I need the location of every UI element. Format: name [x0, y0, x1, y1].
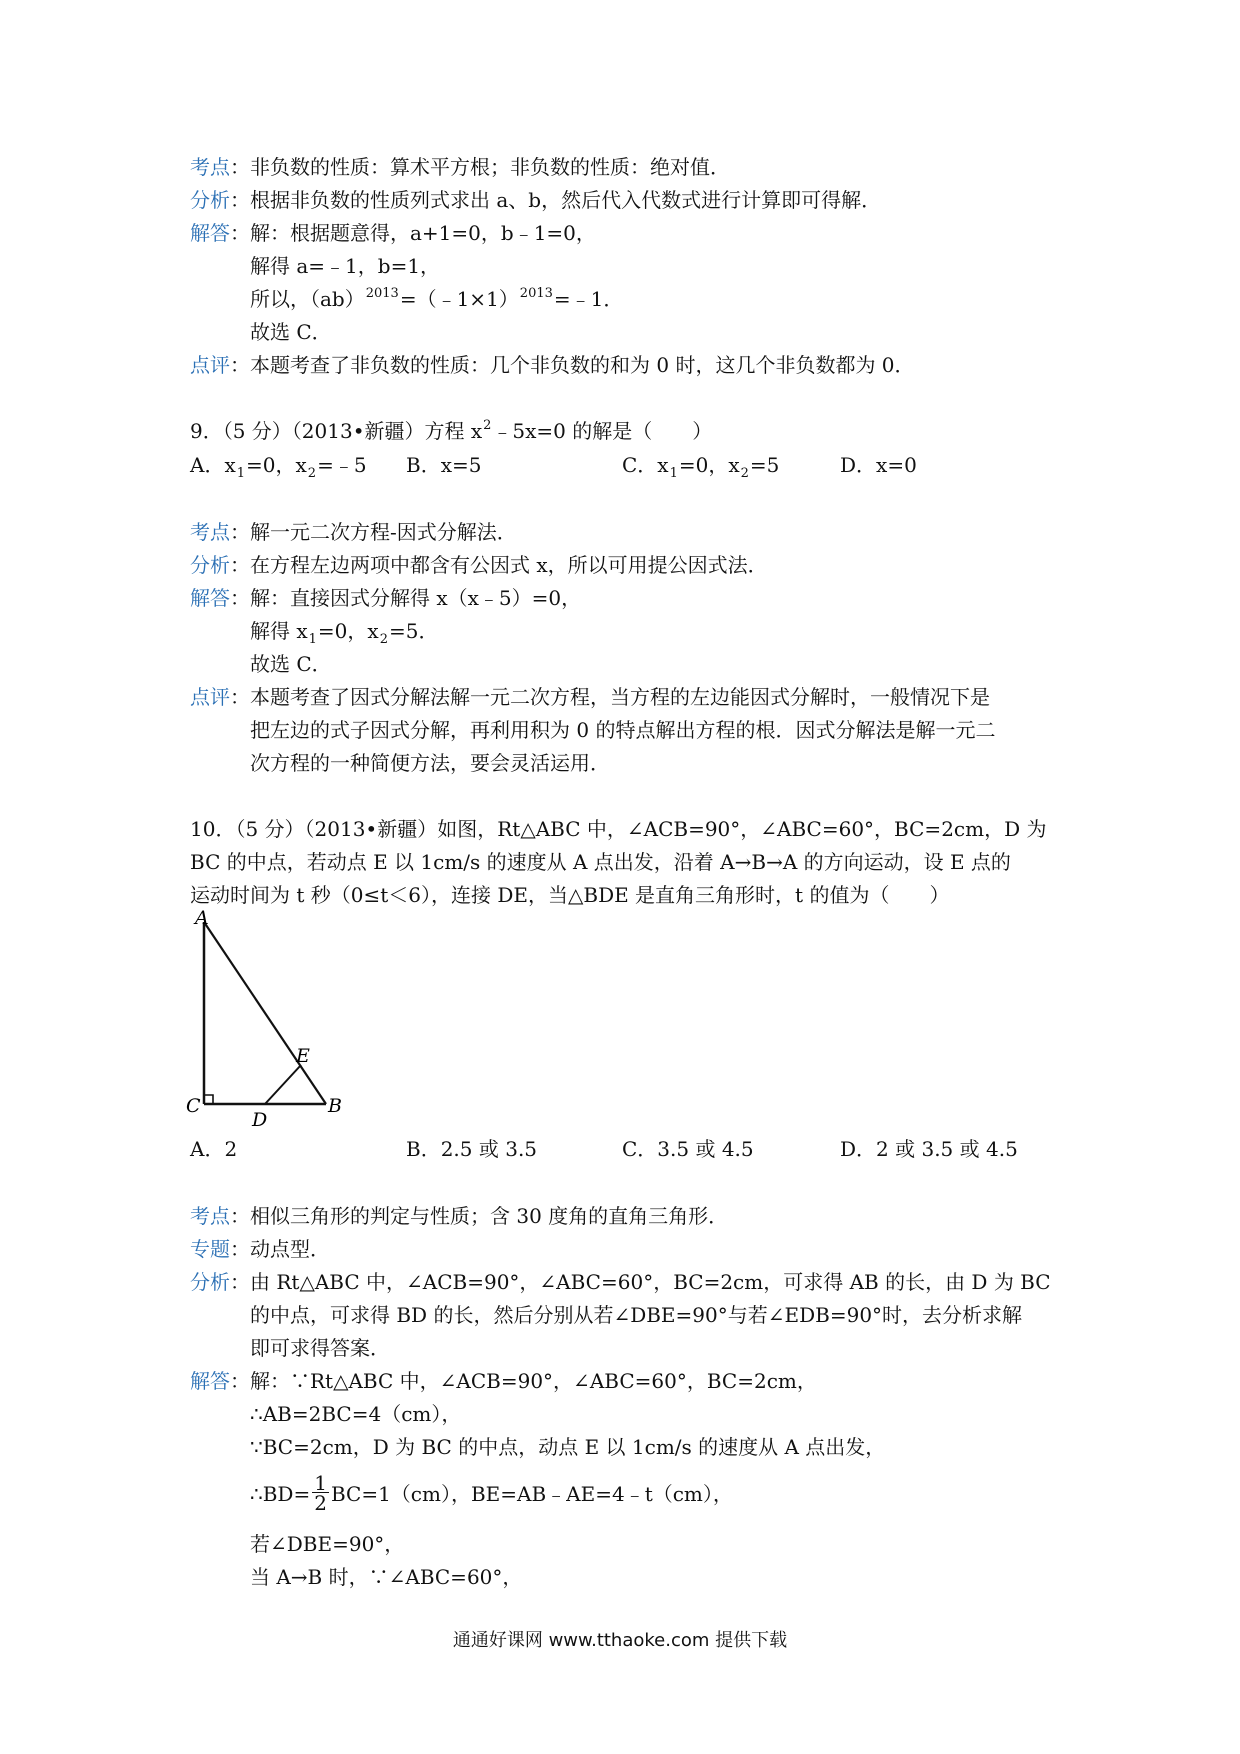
sec8-jieda-line2: 解得 a=﹣1，b=1，: [250, 254, 441, 278]
sec8-fenxi: 分析：根据非负数的性质列式求出 a、b，然后代入代数式进行计算即可得解．: [190, 188, 882, 212]
q9-option-b: B．x=5: [406, 453, 482, 477]
q10-jieda: 解答：解：∵Rt△ABC 中，∠ACB=90°，∠ABC=60°，BC=2cm，: [190, 1369, 817, 1393]
q10-option-a: A．2: [190, 1137, 238, 1161]
q10-jieda-line5: 若∠DBE=90°，: [250, 1532, 405, 1556]
label-a: A: [195, 907, 209, 929]
q10-fenxi-line3: 即可求得答案．: [250, 1336, 390, 1360]
triangle-figure: [184, 906, 354, 1126]
sec8-jieda-line4: 故选 C．: [250, 320, 332, 344]
q10-zhuanti: 专题：动点型．: [190, 1237, 330, 1261]
q9-jieda: 解答：解：直接因式分解得 x（x﹣5）=0，: [190, 586, 582, 610]
label-c: C: [186, 1095, 201, 1117]
label-d: D: [252, 1109, 268, 1126]
q10-jieda-line3: ∵BC=2cm，D 为 BC 的中点，动点 E 以 1cm/s 的速度从 A 点出发，: [250, 1435, 886, 1459]
q9-option-a: A．$x_1=0$，$x_2=﹣5$: [190, 453, 367, 481]
sec8-dianping: 点评：本题考查了非负数的性质：几个非负数的和为 0 时，这几个非负数都为 0．: [190, 353, 915, 377]
q10-option-c: C．3.5 或 4.5: [622, 1137, 754, 1161]
q9-fenxi: 分析：在方程左边两项中都含有公因式 x，所以可用提公因式法．: [190, 553, 768, 577]
q9-dianping-line3: 次方程的一种简便方法，要会灵活运用．: [250, 751, 610, 775]
q10-option-b: B．2.5 或 3.5: [406, 1137, 538, 1161]
q9-jieda-line3: 故选 C．: [250, 652, 332, 676]
q9-dianping: 点评：本题考查了因式分解法解一元二次方程，当方程的左边能因式分解时，一般情况下是: [190, 685, 990, 709]
label-b: B: [328, 1095, 342, 1117]
q10-kaodian: 考点：相似三角形的判定与性质；含 30 度角的直角三角形．: [190, 1204, 729, 1228]
q9-stem: 9．（5 分）（2013•新疆）方程 $x^2﹣5x=0$ 的解是（ ）: [190, 418, 713, 443]
q10-fenxi: 分析：由 Rt△ABC 中，∠ACB=90°，∠ABC=60°，BC=2cm，可求得 AB 的长，由 D 为 BC: [190, 1270, 1051, 1294]
sec8-kaodian: 考点：非负数的性质：算术平方根；非负数的性质：绝对值．: [190, 155, 730, 179]
page-footer: 通通好课网 www.tthaoke.com 提供下载: [452, 1630, 788, 1651]
sec8-jieda-line3: 所以，（ab）$^{2013}$=（﹣1×1）$^{2013}$=﹣1．: [250, 286, 624, 311]
q9-option-c: C．$x_1=0$，$x_2=5$: [622, 453, 780, 481]
segment-ab: [204, 922, 326, 1104]
sec8-jieda: 解答：解：根据题意得，a+1=0，b﹣1=0，: [190, 221, 596, 245]
q9-kaodian: 考点：解一元二次方程-因式分解法．: [190, 520, 517, 544]
q9-option-d: D．x=0: [840, 453, 917, 477]
q9-dianping-line2: 把左边的式子因式分解，再利用积为 0 的特点解出方程的根．因式分解法是解一元二: [250, 718, 996, 742]
right-angle-mark: [204, 1095, 213, 1104]
q10-option-d: D．2 或 3.5 或 4.5: [840, 1137, 1018, 1161]
q10-stem-line1: 10．（5 分）（2013•新疆）如图，Rt△ABC 中，∠ACB=90°，∠ABC=60°，BC=2cm，D 为: [190, 817, 1047, 841]
segment-de: [265, 1065, 301, 1104]
q10-jieda-line2: ∴AB=2BC=4（cm），: [250, 1402, 462, 1426]
q10-stem-line3: 运动时间为 t 秒（0≤t＜6），连接 DE，当△BDE 是直角三角形时，t 的值为（ ）: [190, 883, 950, 907]
q10-jieda-line6: 当 A→B 时，∵∠ABC=60°，: [250, 1565, 523, 1589]
label-e: E: [296, 1045, 310, 1067]
q10-jieda-line4: ∴BD= $\frac{1}{2}$ BC=1（cm），BE=AB﹣AE=4﹣t（cm），: [250, 1471, 733, 1515]
q10-stem-line2: BC 的中点，若动点 E 以 1cm/s 的速度从 A 点出发，沿着 A→B→A 的方向运动，设 E 点的: [190, 850, 1011, 874]
fraction-one-half: $\frac{1}{2}$: [314, 1471, 327, 1515]
q10-fenxi-line2: 的中点，可求得 BD 的长，然后分别从若∠DBE=90°与若∠EDB=90°时，去分析求解: [250, 1303, 1023, 1327]
q9-jieda-line2: 解得 $x_1=0$，$x_2=5$．: [250, 619, 439, 647]
